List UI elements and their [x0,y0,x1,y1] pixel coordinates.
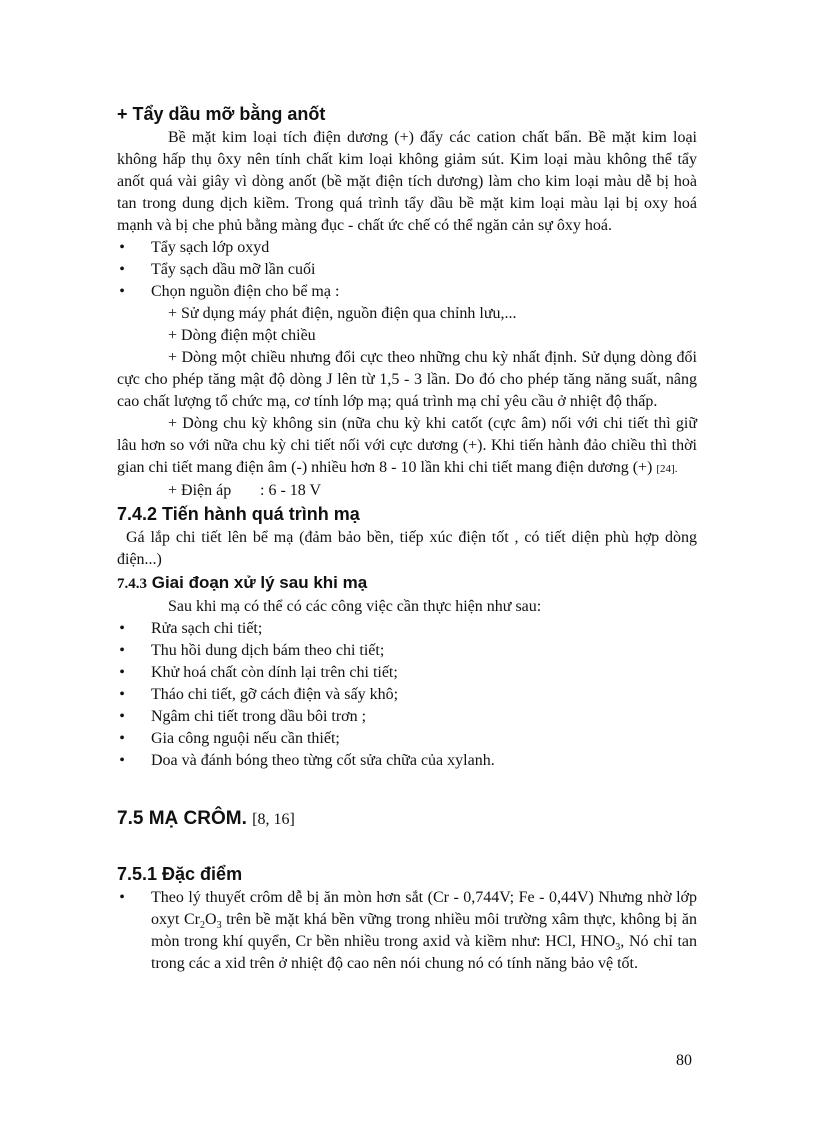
heading-743: 7.4.3 Giai đoạn xử lý sau khi mạ [117,573,368,592]
heading-anode-degreasing: + Tẩy dầu mỡ bằng anốt [117,104,326,124]
list-item: • Theo lý thuyết crôm dễ bị ăn mòn hơn sắt (Cr - 0,744V; Fe - 0,44V) Nhưng nhờ lớp oxyt $Cr_2O_3$ trên bề mặt khá bền vững trong nhiều môi trường xâm thực, không bị ăn mòn trong khí quyển, Cr bền nhiều trong axid và kiềm như: HCl, $HNO_3$, Nó chỉ tan trong các a xid trên ở nhiệt độ cao nên nói chung nó có tính năng bảo vệ tốt. [117,887,697,975]
sub-item-voltage: + Điện áp : 6 - 18 V [168,482,322,499]
heading-751: 7.5.1 Đặc điểm [117,864,243,884]
bullet-icon: • [119,664,125,681]
sub-item-generator: + Sử dụng máy phát điện, nguồn điện qua chỉnh lưu,... [168,305,517,322]
paragraph-743-intro: Sau khi mạ có thể có các công việc cần thực hiện như sau: [168,598,542,615]
bullet-icon: • [119,708,125,725]
bullet-icon: • [119,889,125,906]
list-item: • Tháo chi tiết, gỡ cách điện và sấy khô; [117,684,697,706]
sub-item-reverse-polarity: + Dòng một chiều nhưng đổi cực theo những chu kỳ nhất định. Sử dụng dòng đổi cực cho phép tăng mật độ dòng J lên từ 1,5 - 3 lần. Do đó cho phép tăng năng suất, nâng cao chất lượng tổ chức mạ, cơ tính lớp mạ; quá trình mạ chỉ yêu cầu ở nhiệt độ thấp. [117,349,697,410]
list-item: • Gia công nguội nếu cần thiết; [117,728,697,750]
page-number: 80 [676,1052,692,1069]
list-item: • Khử hoá chất còn dính lại trên chi tiết; [117,662,697,684]
bullet-icon: • [119,283,125,300]
list-item: • Ngâm chi tiết trong dầu bôi trơn ; [117,706,697,728]
bullet-list-post-plating [117,618,697,772]
list-item: • Rửa sạch chi tiết; [117,618,697,640]
heading-75: 7.5 MẠ CRÔM. [8, 16] [117,808,295,829]
bullet-icon: • [119,239,125,256]
bullet-icon: • [119,686,125,703]
list-item: • Chọn nguồn điện cho bể mạ : [117,281,697,303]
list-item: • Tẩy sạch lớp oxyd [117,237,697,259]
sub-item-non-sine: + Dòng chu kỳ không sin (nữa chu kỳ khi catốt (cực âm) nối với chi tiết thì giữ lâu hơn so với nữa chu kỳ chi tiết nối với cực dương (+). Khi tiến hành đảo chiều thì thời gian chi tiết mang điện âm (-) nhiều hơn 8 - 10 lần khi chi tiết mang điện dương (+) [24]. [117,415,697,476]
heading-742: 7.4.2 Tiến hành quá trình mạ [117,504,360,524]
citation: [24]. [656,463,678,475]
citation: [8, 16] [252,811,295,828]
paragraph-742: Gá lắp chi tiết lên bể mạ (đảm bảo bền, tiếp xúc điện tốt , có tiết diện phù hợp dòng điện...) [117,529,697,568]
paragraph-anode: Bề mặt kim loại tích điện dương (+) đẩy các cation chất bẩn. Bề mặt kim loại không hấp thụ ôxy nên tính chất kim loại không giảm sút. Kim loại màu không thể tẩy anốt quá vài giây vì dòng anốt (bề mặt điện tích dương) làm cho kim loại màu dễ bị hoà tan trong dung dịch kiềm. Trong quá trình tẩy dầu bề mặt kim loại màu lại bị oxy hoá mạnh và bị che phủ bằng màng đục - chất ức chế có thể ngăn cản sự ôxy hoá. [117,129,697,234]
bullet-icon: • [119,730,125,747]
page-content [117,104,697,975]
bullet-icon: • [119,261,125,278]
list-item: • Doa và đánh bóng theo từng cốt sửa chữa của xylanh. [117,750,697,772]
bullet-icon: • [119,642,125,659]
bullet-list-anode [117,237,697,303]
list-item: • Tẩy sạch dầu mỡ lần cuối [117,259,697,281]
bullet-icon: • [119,752,125,769]
list-item: • Thu hồi dung dịch bám theo chi tiết; [117,640,697,662]
bullet-icon: • [119,620,125,637]
bullet-list-chrome [117,887,697,975]
sub-item-dc: + Dòng điện một chiều [168,327,316,344]
